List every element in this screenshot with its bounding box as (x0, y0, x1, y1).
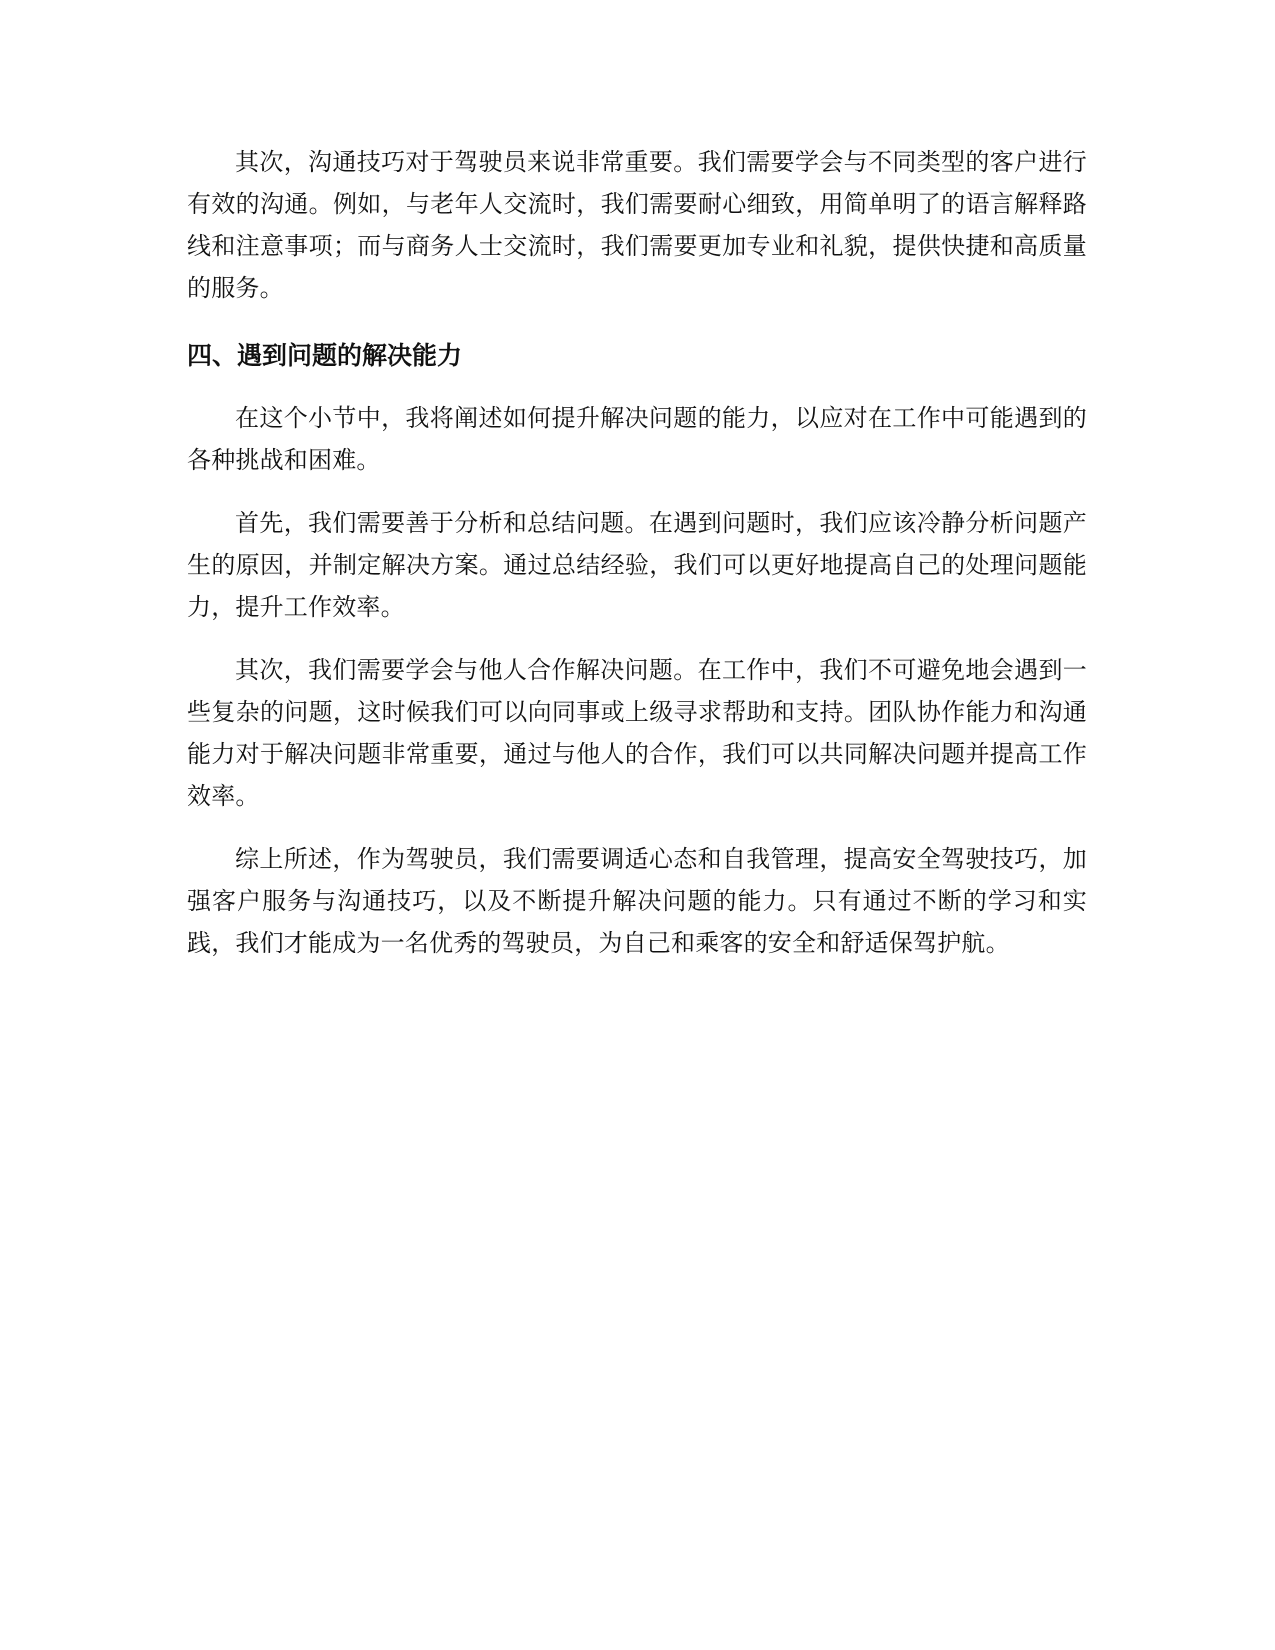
paragraph-conclusion: 综上所述，作为驾驶员，我们需要调适心态和自我管理，提高安全驾驶技巧，加强客户服务与沟通技巧，以及不断提升解决问题的能力。只有通过不断的学习和实践，我们才能成为一名优秀的驾驶员，为自己和乘客的安全和舒适保驾护航。 (187, 845, 1087, 957)
paragraph-cooperation: 其次，我们需要学会与他人合作解决问题。在工作中，我们不可避免地会遇到一些复杂的问题，这时候我们可以向同事或上级寻求帮助和支持。团队协作能力和沟通能力对于解决问题非常重要，通过与他人的合作，我们可以共同解决问题并提高工作效率。 (187, 656, 1087, 810)
paragraph-communication: 其次，沟通技巧对于驾驶员来说非常重要。我们需要学会与不同类型的客户进行有效的沟通。例如，与老年人交流时，我们需要耐心细致，用简单明了的语言解释路线和注意事项；而与商务人士交流时，我们需要更加专业和礼貌，提供快捷和高质量的服务。 (187, 148, 1087, 302)
paragraph-intro: 在这个小节中，我将阐述如何提升解决问题的能力，以应对在工作中可能遇到的各种挑战和困难。 (187, 404, 1087, 474)
document-page (187, 141, 1087, 964)
paragraph-analysis: 首先，我们需要善于分析和总结问题。在遇到问题时，我们应该冷静分析问题产生的原因，并制定解决方案。通过总结经验，我们可以更好地提高自己的处理问题能力，提升工作效率。 (187, 509, 1087, 621)
section-heading: 四、遇到问题的解决能力 (187, 341, 463, 370)
